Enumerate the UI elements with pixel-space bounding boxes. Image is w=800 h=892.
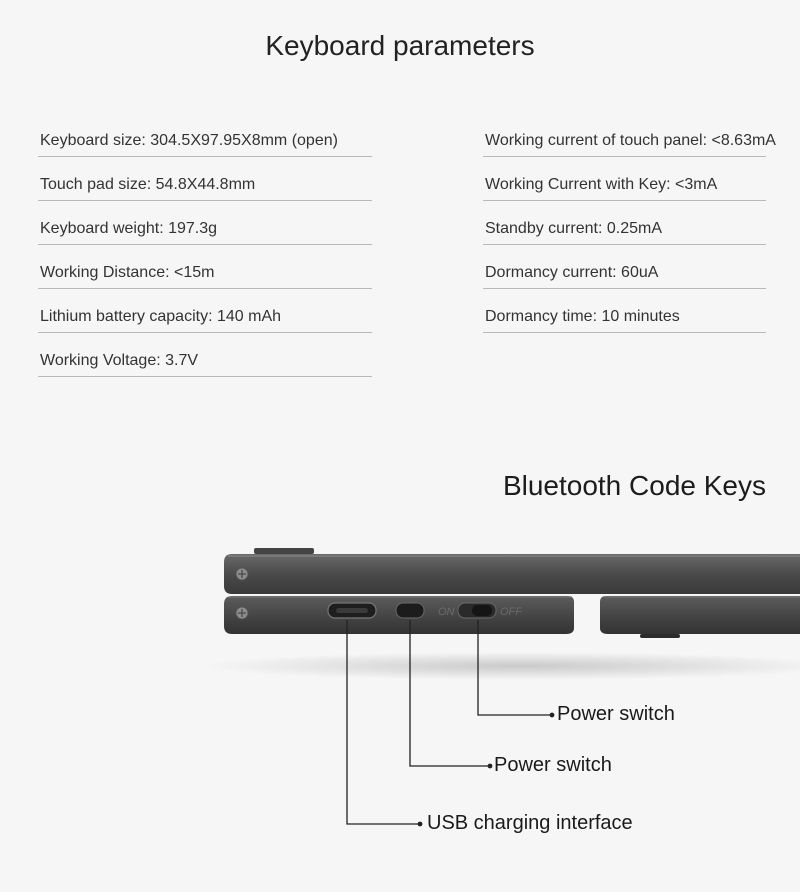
- spec-text: Lithium battery capacity: 140 mAh: [40, 308, 282, 325]
- callout-power-switch-1: Power switch: [557, 703, 675, 725]
- spec-row: [483, 201, 766, 245]
- spec-text: Touch pad size: 54.8X44.8mm: [40, 176, 256, 193]
- spec-row: [38, 333, 372, 377]
- spec-row: [483, 157, 766, 201]
- spec-row: [483, 289, 766, 333]
- spec-row: [38, 122, 372, 157]
- upper-body: [224, 554, 800, 594]
- leader-dot: [418, 822, 423, 827]
- switch-label-off: OFF: [500, 606, 522, 618]
- spec-text: Keyboard weight: 197.3g: [40, 220, 218, 237]
- spec-row: [483, 122, 776, 157]
- spec-list-right: [483, 122, 776, 333]
- spec-text: Dormancy current: 60uA: [485, 264, 659, 281]
- spec-text: Working Voltage: 3.7V: [40, 352, 199, 369]
- code-key-button: [396, 603, 424, 618]
- keyboard-side-view: [0, 540, 800, 710]
- leader-dot: [488, 764, 493, 769]
- spec-list-left: [38, 122, 372, 377]
- keyboard-illustration: [0, 540, 800, 710]
- upper-panel: [254, 548, 314, 554]
- leader-dot: [550, 713, 555, 718]
- spec-text: Working current of touch panel: <8.63mA: [485, 132, 776, 149]
- spec-text: Working Current with Key: <3mA: [485, 176, 718, 193]
- floor-shadow: [200, 652, 800, 680]
- spec-text: Standby current: 0.25mA: [485, 220, 662, 237]
- spec-text: Keyboard size: 304.5X97.95X8mm (open): [40, 132, 338, 149]
- spec-text: Dormancy time: 10 minutes: [485, 308, 680, 325]
- spec-row: [38, 245, 372, 289]
- page-title: Keyboard parameters: [265, 30, 535, 61]
- keyboard-foot: [640, 634, 680, 638]
- spec-text: Working Distance: <15m: [40, 264, 215, 281]
- spec-row: [38, 201, 372, 245]
- spec-row: [483, 245, 766, 289]
- callout-power-switch-2: Power switch: [494, 754, 612, 776]
- callout-usb-interface: USB charging interface: [427, 812, 633, 834]
- switch-label-on: ON: [438, 606, 455, 618]
- spec-row: [38, 157, 372, 201]
- lower-body-right: [600, 596, 800, 634]
- spec-row: [38, 289, 372, 333]
- section-title: Bluetooth Code Keys: [502, 470, 766, 501]
